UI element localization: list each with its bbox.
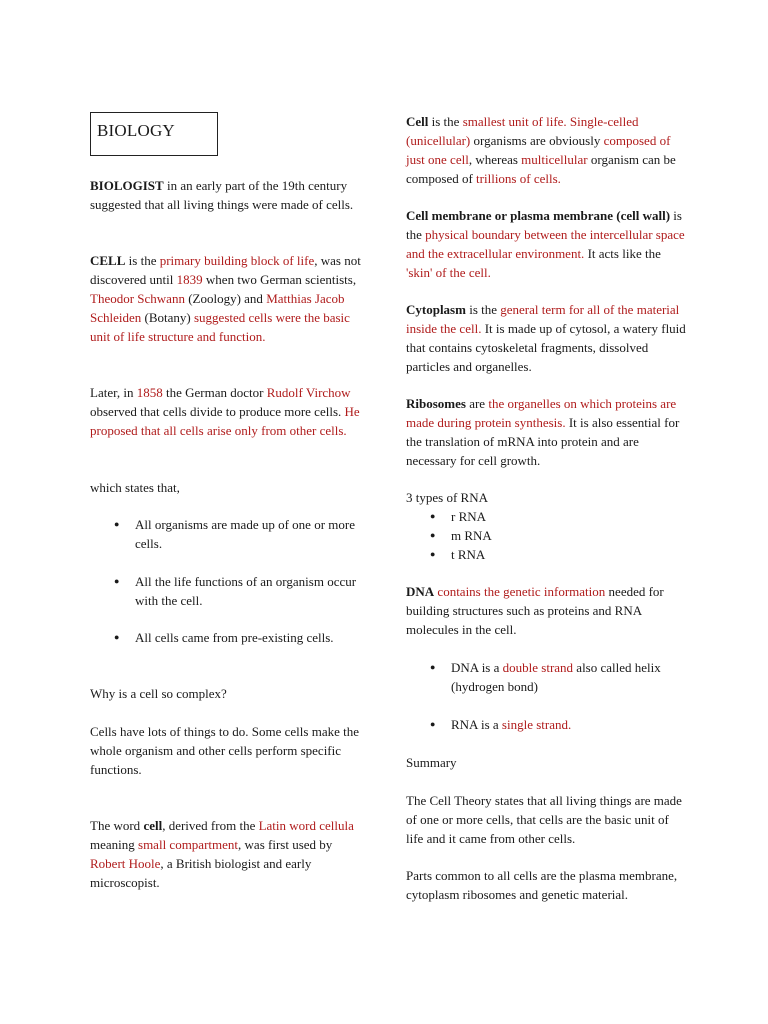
paragraph-question: Why is a cell so complex?	[90, 686, 227, 701]
term-dna: DNA	[406, 584, 435, 599]
paragraph-cell-theory: The Cell Theory states that all living things are made of one or more cells, that cells are the basic unit of life and it came from other cells.	[406, 793, 682, 846]
list-item: ● All the life functions of an organism occur with the cell.	[90, 572, 362, 610]
paragraph-biologist: BIOLOGIST in an early part of the 19th century suggested that all living things were made of cells.	[90, 178, 354, 212]
paragraph-cell-discovery: CELL is the primary building block of life, was not discovered until 1839 when two German scientists, Theodor Schwann (Zoology) and Matthias Jacob Schleiden (Botany) suggested cells were the basic unit of life structure and function.	[90, 253, 361, 344]
term-cell-word: cell	[143, 818, 163, 833]
list-item: ● RNA is a single strand.	[406, 715, 688, 734]
list-item: ● All organisms are made up of one or more cells.	[90, 515, 362, 553]
term-cell-membrane: Cell membrane or plasma membrane (cell wall)	[406, 208, 671, 223]
term-biologist: BIOLOGIST	[90, 178, 164, 193]
strand-list	[406, 658, 688, 696]
list-item: ● t RNA	[406, 545, 688, 564]
paragraph-ribosomes: Ribosomes are the organelles on which proteins are made during protein synthesis. It is also essential for the translation of mRNA into protein and are necessary for cell growth.	[406, 396, 680, 468]
section-heading-summary: Summary	[406, 755, 457, 770]
paragraph-cell-membrane: Cell membrane or plasma membrane (cell wall) is the physical boundary between the intercellular space and the extracellular environment. It acts like the 'skin' of the cell.	[406, 208, 685, 280]
list-item: ● m RNA	[406, 526, 688, 545]
list-item: ● DNA is a double strand also called helix (hydrogen bond)	[406, 658, 688, 696]
term-ribosomes: Ribosomes	[406, 396, 466, 411]
cell-theory-list	[90, 572, 362, 610]
term-cytoplasm: Cytoplasm	[406, 302, 466, 317]
title-box	[90, 112, 218, 156]
strand-list	[406, 715, 688, 734]
list-item: ● All cells came from pre-existing cells.	[90, 628, 362, 647]
term-cell-def: Cell	[406, 114, 429, 129]
rna-types-list	[406, 507, 688, 564]
paragraph-which-states: which states that,	[90, 480, 180, 495]
list-item: ● r RNA	[406, 507, 688, 526]
paragraph-word-cell: The word cell, derived from the Latin word cellula meaning small compartment, was first used by Robert Hoole, a British biologist and early microscopist.	[90, 818, 354, 890]
term-cell: CELL	[90, 253, 126, 268]
paragraph-parts-common: Parts common to all cells are the plasma membrane, cytoplasm ribosomes and genetic material.	[406, 868, 678, 902]
paragraph-cells-complex: Cells have lots of things to do. Some cells make the whole organism and other cells perform specific functions.	[90, 724, 359, 777]
cell-theory-list	[90, 628, 362, 647]
paragraph-rna-types: 3 types of RNA	[406, 490, 488, 505]
paragraph-dna: DNA contains the genetic information needed for building structures such as proteins and RNA molecules in the cell.	[406, 584, 664, 637]
paragraph-cell-definition: Cell is the smallest unit of life. Single-celled (unicellular) organisms are obviously composed of just one cell, whereas multicellular organism can be composed of trillions of cells.	[406, 114, 676, 186]
page-title: BIOLOGY	[97, 121, 175, 140]
cell-theory-list	[90, 515, 362, 553]
paragraph-cytoplasm: Cytoplasm is the general term for all of the material inside the cell. It is made up of cytosol, a watery fluid that contains cytoskeletal fragments, dissolved particles and organelles.	[406, 302, 686, 374]
paragraph-virchow: Later, in 1858 the German doctor Rudolf Virchow observed that cells divide to produce more cells. He proposed that all cells arise only from other cells.	[90, 385, 360, 438]
